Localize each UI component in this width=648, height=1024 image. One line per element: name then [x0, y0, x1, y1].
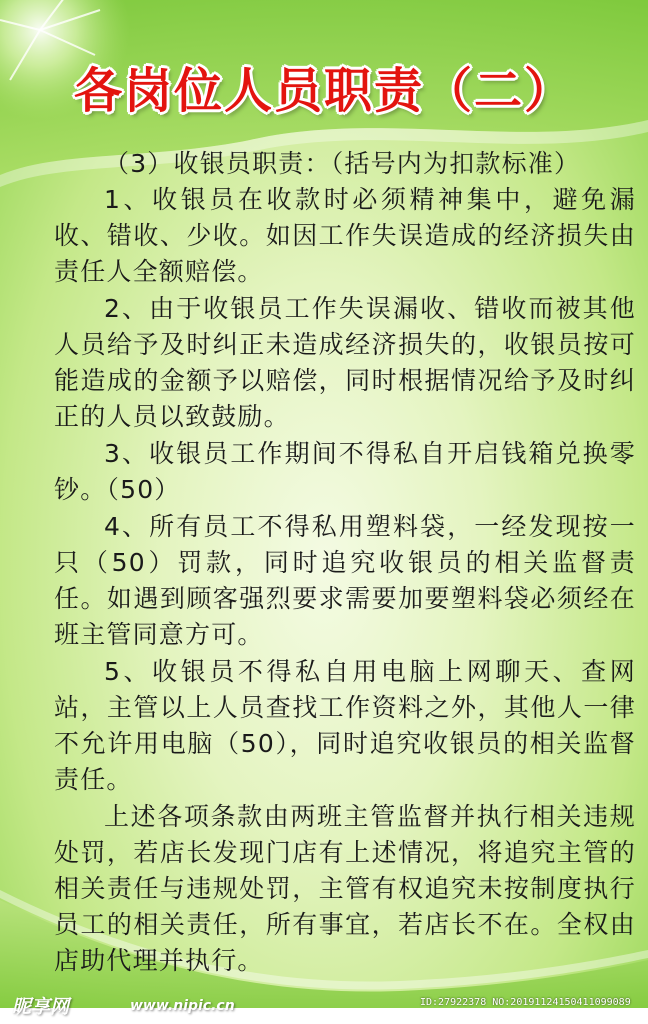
section-heading: （3）收银员职责：（括号内为扣款标准）	[104, 149, 581, 178]
summary-paragraph: 上述各项条款由两班主管监督并执行相关违规处罚，若店长发现门店有上述情况，将追究主管的相关责任与违规处罚，主管有权追究未按制度执行员工的相关责任，所有事宜，若店长不在。全权由店助代理并执行。	[54, 802, 636, 975]
rule-paragraph-5: 5、收银员不得私自用电脑上网聊天、查网站，主管以上人员查找工作资料之外，其他人一律不允许用电脑（50），同时追究收银员的相关监督责任。	[54, 657, 636, 794]
rule-paragraph-2: 2、由于收银员工作失误漏收、错收而被其他人员给予及时纠正未造成经济损失的，收银员按可能造成的金额予以赔偿，同时根据情况给予及时纠正的人员以致鼓励。	[54, 294, 636, 431]
watermark-bar	[0, 1008, 648, 1024]
rule-paragraph-4: 4、所有员工不得私用塑料袋，一经发现按一只（50）罚款，同时追究收银员的相关监督责任。如遇到顾客强烈要求需要加要塑料袋必须经在班主管同意方可。	[54, 512, 636, 649]
watermark-logo: 昵享网	[12, 996, 70, 1018]
watermark-site: www.nipic.cn	[130, 998, 235, 1014]
rule-paragraph-3: 3、收银员工作期间不得私自开启钱箱兑换零钞。（50）	[54, 439, 636, 504]
responsibility-text	[54, 146, 636, 980]
rule-paragraph-1: 1、收银员在收款时必须精神集中，避免漏收、错收、少收。如因工作失误造成的经济损失由责任人全额赔偿。	[54, 185, 636, 286]
watermark-id: ID:27922378 NO:20191124150411099089	[420, 997, 631, 1008]
page-title: 各岗位人员职责（二）	[73, 63, 574, 119]
